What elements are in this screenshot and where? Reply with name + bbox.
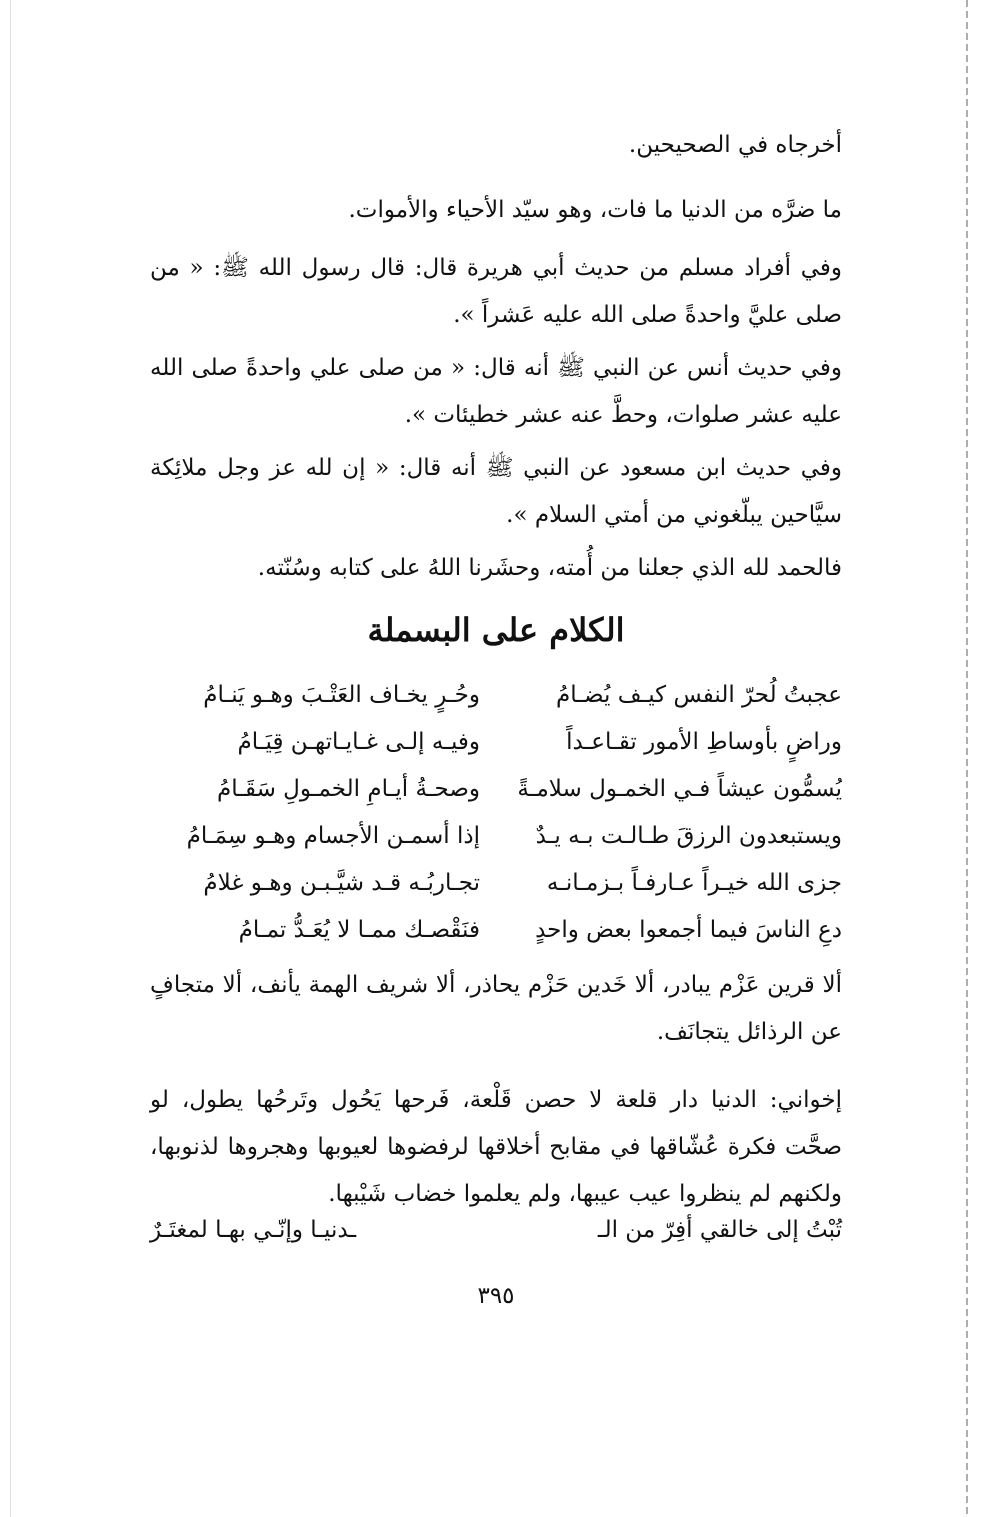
poem-verse	[150, 719, 842, 766]
page-edge-left	[10, 0, 11, 1517]
poem	[150, 672, 842, 954]
paragraph-3: وفي أفراد مسلم من حديث أبي هريرة قال: قال رسول الله ﷺ: « من صلى عليَّ واحدةً صلى الله عليه عَشراً ».	[150, 255, 842, 328]
paragraph-5: وفي حديث ابن مسعود عن النبي ﷺ أنه قال: « إن لله عز وجل ملائِكة سيَّاحين يبلّغوني من أمتي السلام ».	[150, 455, 842, 528]
poem-verse	[150, 672, 842, 719]
paragraph-1: أخرجاه في الصحيحين.	[628, 132, 842, 158]
verse-second-hemistich: وصحـةُ أيـامِ الخمـولِ سَقَـامُ	[216, 776, 480, 802]
page-edge-right	[966, 0, 968, 1517]
paragraph-7: ألا قرين عَزْم يبادر، ألا خَدين حَزْم يحاذر، ألا شريف الهمة يأنف، ألا متجافٍ عن الرذائل يتجانَف.	[150, 972, 842, 1045]
closing-verse	[150, 1207, 842, 1254]
poem-verse	[150, 766, 842, 813]
verse-first-hemistich: يُسمُّون عيشاً فـي الخمـول سلامـةً	[517, 776, 842, 802]
verse-second-hemistich: وحُـرٍ يخـاف العَتْـبَ وهـو يَنـامُ	[203, 682, 480, 708]
verse-first-hemistich: جزى الله خيـراً عـارفـاً بـزمـانـه	[546, 870, 842, 896]
paragraph-6: فالحمد لله الذي جعلنا من أُمته، وحشَرنا اللهُ على كتابه وسُنّته.	[257, 555, 842, 581]
verse-first-hemistich: دعِ الناسَ فيما أجمعوا بعض واحدٍ	[535, 917, 842, 943]
page-number: ٣٩٥	[477, 1283, 515, 1309]
paragraph-8: إخواني: الدنيا دار قلعة لا حصن قَلْعة، فَرحها يَحُول وتَرحُها يطول، لو صحَّت فكرة عُشّاقها في مقابح أخلاقها لرفضوها لعيوبها وهجروها لذنوبها، ولكنهم لم ينظروا عيب عيبها، ولم يعلموا خضاب شَيْبها.	[150, 1087, 842, 1207]
verse-first-hemistich: عجبتُ لُحرّ النفس كيـف يُضـامُ	[556, 682, 842, 708]
poem-verse	[150, 813, 842, 860]
verse-second-hemistich: إذا أسمـن الأجسام وهـو سِمَـامُ	[186, 823, 480, 849]
verse-second-hemistich: فنَقْصـك ممـا لا يُعَـدُّ تمـامُ	[238, 917, 480, 943]
poem-verse	[150, 860, 842, 907]
verse-first-hemistich: ويستبعدون الرزقَ طـالـت بـه يـدٌ	[535, 823, 842, 849]
poem-verse	[150, 907, 842, 954]
section-heading: الكلام على البسملة	[367, 611, 625, 649]
closing-verse-first: تُبْتُ إلى خالقي أفِرّ من الـ	[597, 1217, 842, 1243]
paragraph-2: ما ضرَّه من الدنيا ما فات، وهو سيّد الأحياء والأموات.	[348, 197, 842, 223]
verse-second-hemistich: تجـاربُـه قـد شيَّـبـن وهـو غلامُ	[203, 870, 480, 896]
verse-first-hemistich: وراضٍ بأوساطِ الأمور تقـاعـداً	[566, 729, 842, 755]
verse-second-hemistich: وفيـه إلـى غـايـاتهـن قِيَـامُ	[237, 729, 480, 755]
closing-verse-second: ـدنيـا وإنّـي بهـا لمغتَـرٌ	[150, 1217, 357, 1243]
paragraph-4: وفي حديث أنس عن النبي ﷺ أنه قال: « من صلى علي واحدةً صلى الله عليه عشر صلوات، وحطَّ عنه عشر خطيئات ».	[150, 355, 842, 428]
